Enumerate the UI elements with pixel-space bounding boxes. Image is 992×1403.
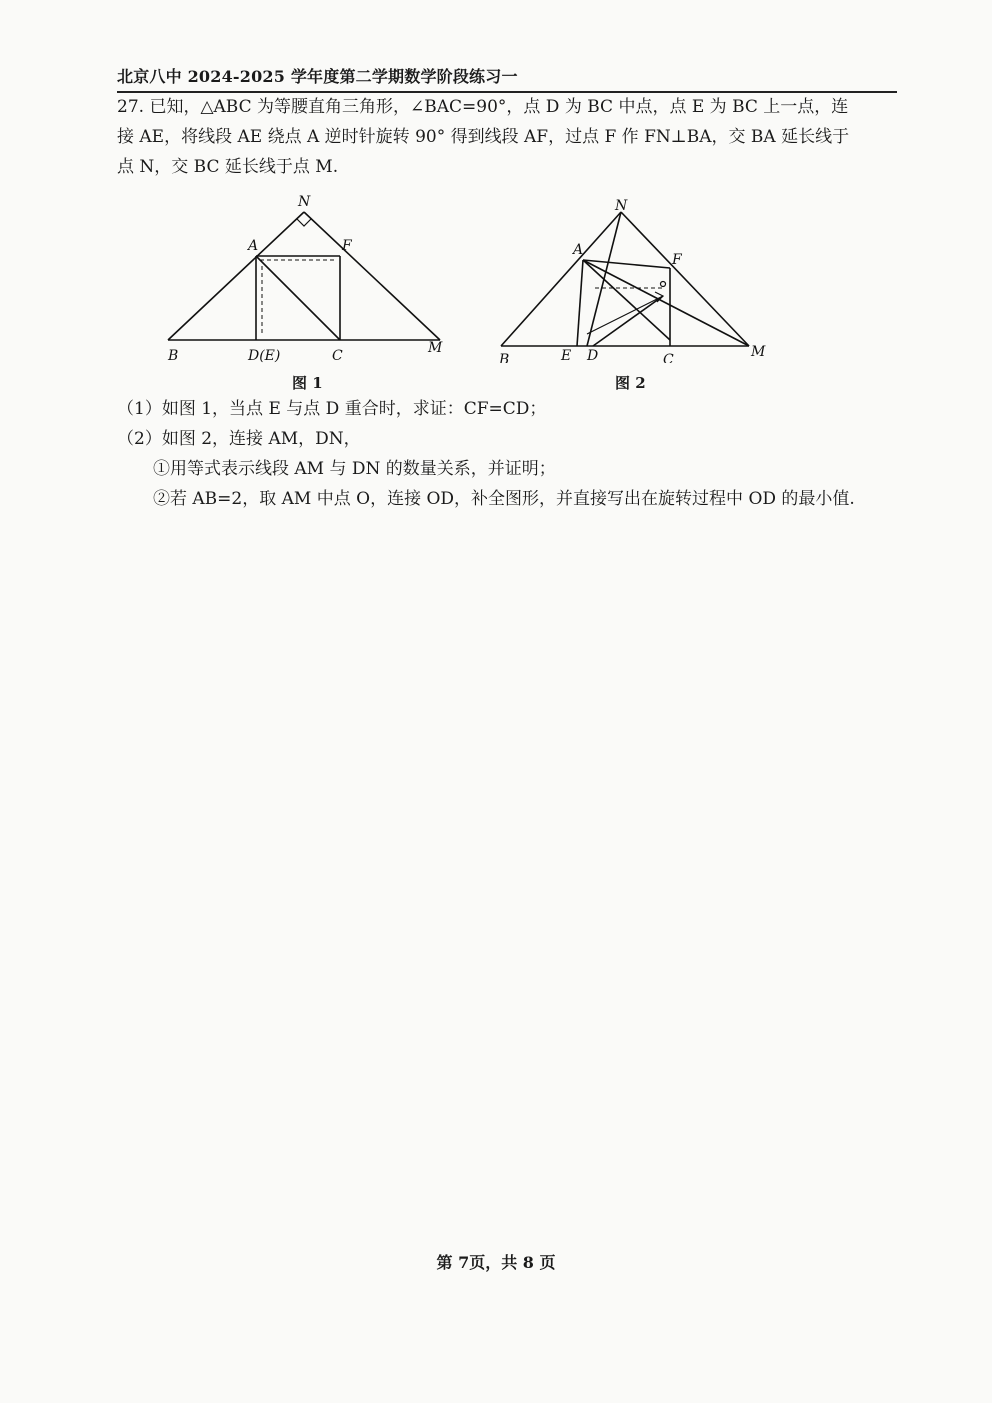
figure-1-caption: 图 1 (292, 374, 323, 392)
fig2-label-n: N (615, 198, 628, 214)
figure-2-diagram (495, 188, 785, 363)
fig2-label-e: E (561, 348, 572, 363)
fig1-label-a: A (248, 238, 259, 254)
figure-2-caption: 图 2 (615, 374, 646, 392)
fig1-label-m: M (428, 340, 443, 356)
question-parts (117, 394, 917, 514)
problem-line-1: 27. 已知，△ABC 为等腰直角三角形，∠BAC=90°，点 D 为 BC 中点，点 E 为 BC 上一点，连 (117, 97, 849, 117)
figure-1-diagram (160, 188, 460, 363)
fig2-label-b: B (499, 352, 510, 363)
problem-line-2: 接 AE，将线段 AE 绕点 A 逆时针旋转 90° 得到线段 AF，过点 F 作 FN⊥BA，交 BA 延长线于 (117, 127, 850, 147)
problem-line-3: 点 N，交 BC 延长线于点 M. (117, 157, 339, 177)
page-header: 北京八中 2024-2025 学年度第二学期数学阶段练习一 (117, 64, 897, 93)
page-footer: 第 7页，共 8 页 (436, 1253, 556, 1272)
fig2-label-f: F (672, 252, 682, 268)
part-2: （2）如图 2，连接 AM，DN， (117, 429, 361, 449)
fig1-label-b: B (168, 348, 179, 363)
fig2-label-a: A (573, 242, 584, 258)
fig2-label-m: M (751, 344, 766, 360)
part-2-sub-2: ②若 AB=2，取 AM 中点 O，连接 OD，补全图形，并直接写出在旋转过程中 OD 的最小值. (153, 489, 855, 509)
problem-statement (117, 92, 901, 182)
fig2-label-c: C (663, 352, 674, 363)
part-2-sub-1: ①用等式表示线段 AM 与 DN 的数量关系，并证明； (153, 459, 556, 479)
fig1-label-f: F (342, 238, 352, 254)
fig2-label-d: D (587, 348, 599, 363)
fig1-label-c: C (332, 348, 343, 363)
part-1: （1）如图 1，当点 E 与点 D 重合时，求证：CF=CD； (117, 399, 547, 419)
fig1-label-n: N (298, 194, 311, 210)
figures-area (150, 188, 790, 398)
fig1-label-de: D(E) (248, 348, 281, 363)
